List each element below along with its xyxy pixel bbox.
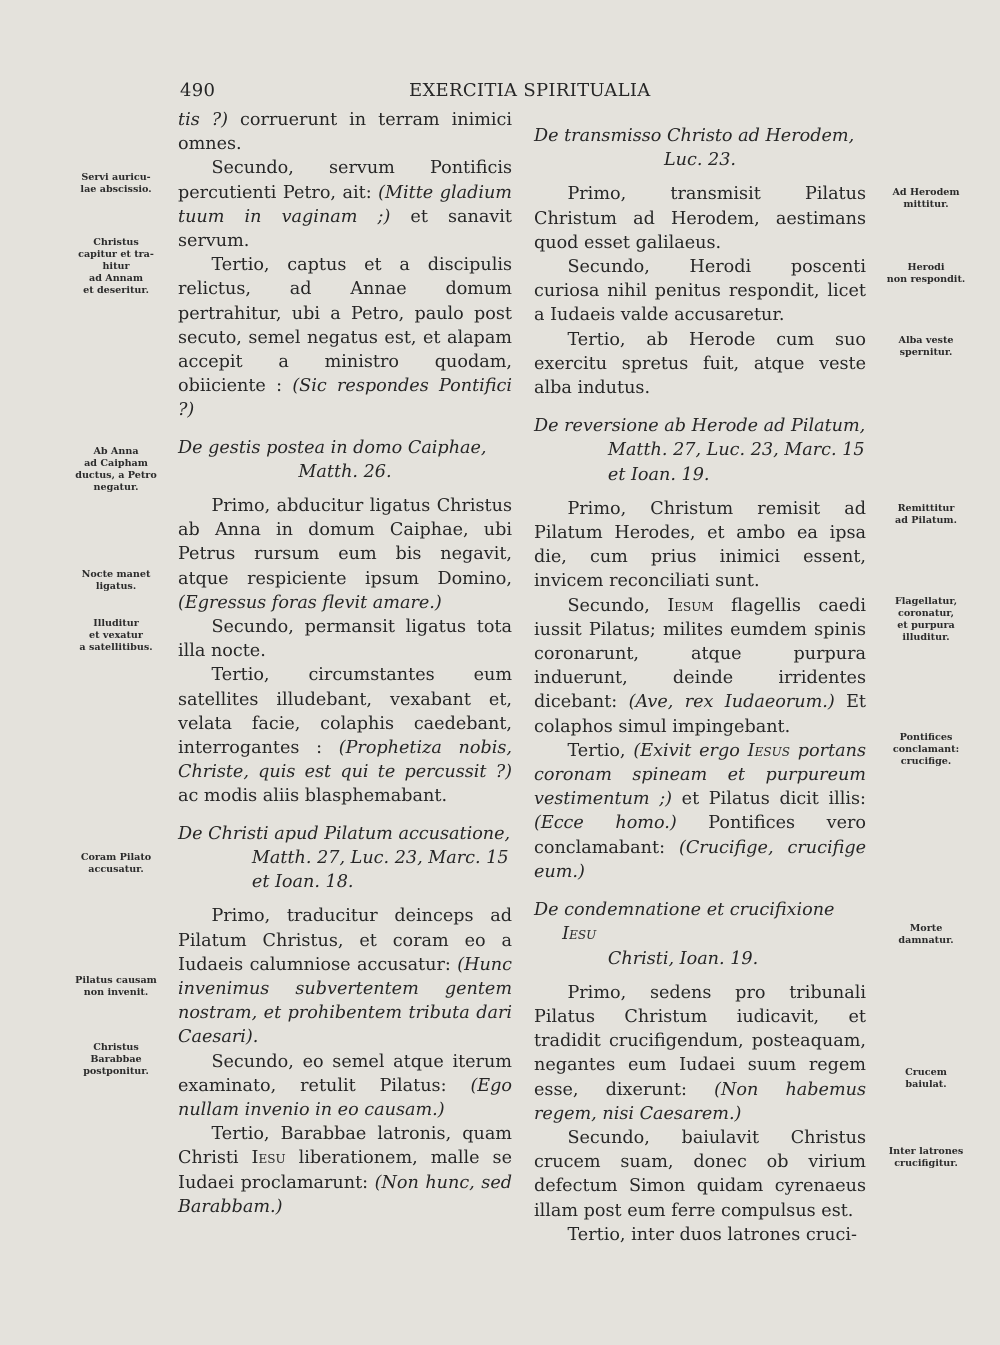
margin-note-right: Inter latrones crucifigitur. — [888, 1146, 964, 1169]
margin-note-left: Christus capitur et tra- hitur ad Annam et deseritur. — [78, 237, 154, 296]
text: Secundo, eo semel atque iterum examinato, retulit Pilatus: — [178, 1051, 512, 1096]
text: Primo, sedens pro tribunali Pilatus Christum iudicavit, et tradidit crucifigendum, posteaquam, negantes eum Iudaei suum regem esse, dixerunt: — [534, 982, 866, 1100]
right-column — [534, 108, 866, 1247]
text: Secundo, — [567, 595, 668, 616]
paragraph: Primo, transmisit Pilatus Christum ad Herodem, aestimans quod esset galilaeus. — [534, 184, 866, 253]
margin-note-right: Remittitur ad Pilatum. — [895, 503, 957, 526]
left-column — [178, 108, 512, 1219]
section-heading — [178, 436, 512, 484]
quote: (Ave, rex Iudaeorum.) — [628, 692, 835, 713]
text: corruerunt in terram inimici omnes. — [178, 110, 512, 155]
margin-note-left: Ab Anna ad Caipham ductus, a Petro negatur. — [75, 446, 157, 493]
section-heading — [534, 414, 866, 487]
quote: (Hunc invenimus subvertentem gentem nostram, et prohibentem tributa dari Caesari). — [178, 954, 512, 1048]
text: Primo, abducitur ligatus Christus ab Anna in domum Caiphae, ubi Petrus rursum eum bis negavit, atque respiciente ipsum Domino, — [178, 496, 512, 589]
quote: tis ?) — [178, 110, 229, 130]
margin-note-right: Pontifices conclamant: crucifige. — [892, 732, 960, 767]
text: flagellis caedi iussit Pilatus; milites eumdem spinis coronarunt, atque purpura induerunt, deinde irridentes dicebant: — [534, 595, 866, 713]
text: Tertio, captus et a discipulis relictus, ad Annae domum pertrahitur, ubi a Petro, paulo post secuto, semel negatus est, et alapam accepit a ministro quodam, obiiciente : — [178, 255, 512, 397]
text: Tertio, circumstantes eum satellites illudebant, vexabant et, velata facie, colaphis caedebant, interrogantes : — [178, 665, 512, 759]
section-heading — [534, 124, 866, 172]
text: Tertio, Barabbae latronis, quam Christi — [178, 1124, 512, 1169]
paragraph — [178, 904, 512, 1049]
margin-note-right: Herodi non respondit. — [886, 262, 966, 285]
section-heading — [534, 898, 866, 971]
margin-note-right: Alba veste spernitur. — [898, 335, 954, 358]
text: ac modis aliis blasphemabant. — [178, 786, 448, 807]
heading-reference: Matth. 27, Luc. 23, Marc. 15 et Ioan. 18. — [251, 847, 509, 893]
small-caps-name: Iesu — [251, 1148, 286, 1169]
quote: (Sic respondes Pontifici ?) — [178, 376, 512, 421]
text: liberationem, malle se Iudaei proclamarunt: — [178, 1148, 512, 1193]
text: Tertio, — [567, 740, 634, 761]
paragraph: Tertio, ab Herode cum suo exercitu spretus fuit, atque veste alba indutus. — [534, 329, 866, 399]
margin-note-left: Coram Pilato accusatur. — [80, 852, 152, 875]
paragraph — [178, 663, 512, 808]
quote: (Non habemus regem, nisi Caesarem.) — [534, 1079, 866, 1124]
quote: (Mitte gladium tuum in vaginam ;) — [178, 182, 512, 227]
margin-note-left: Christus Barabbae postponitur. — [83, 1042, 149, 1077]
heading-line: De condemnatione et crucifixione — [534, 900, 835, 921]
paragraph: Secundo, Herodi poscenti curiosa nihil penitus respondit, licet a Iudaeis valde accusaretur. — [534, 257, 866, 326]
margin-note-right: Flagellatur, coronatur, et purpura illuditur. — [894, 596, 958, 643]
margin-note-left: Servi auricu- lae abscissio. — [80, 172, 152, 195]
quote-part: (Exivit ergo — [633, 740, 748, 761]
paragraph — [534, 594, 866, 739]
paragraph — [178, 1122, 512, 1219]
section-heading — [178, 822, 512, 895]
margin-note-right: Crucem baiulat. — [905, 1067, 947, 1090]
text: Et colaphos simul impingebant. — [534, 692, 866, 737]
margin-note-left: Pilatus causam non invenit. — [75, 975, 157, 998]
small-caps-name: Iesu — [562, 924, 597, 945]
page-number: 490 — [180, 80, 216, 101]
paragraph: Primo, Christum remisit ad Pilatum Herodes, et ambo ea ipsa die, cum prius inimici essent, invicem reconciliati sunt. — [534, 498, 866, 592]
text: Secundo, servum Pontificis percutienti Petro, ait: — [178, 158, 512, 203]
heading-line: De transmisso Christo ad Herodem, — [534, 126, 855, 146]
margin-note-left: Nocte manet ligatus. — [81, 569, 151, 592]
paragraph: Secundo, permansit ligatus tota illa nocte. — [178, 617, 512, 662]
running-title: EXERCITIA SPIRITUALIA — [409, 80, 651, 101]
paragraph — [178, 494, 512, 615]
paragraph — [178, 156, 512, 253]
heading-reference: Christi, Ioan. 19. — [607, 948, 759, 969]
quote: (Crucifige, crucifige eum.) — [534, 837, 866, 882]
quote-part: portans coronam spineam et purpureum vestimentum ;) — [534, 740, 866, 810]
quote: (Ego nullam invenio in eo causam.) — [178, 1075, 512, 1120]
paragraph: Tertio, inter duos latrones cruci- — [567, 1224, 857, 1245]
text: et Pilatus dicit illis: — [672, 789, 866, 810]
paragraph: Secundo, baiulavit Christus crucem suam, donec ob virium defectum Simon quidam cyrenaeus illam post eum ferre compulsus est. — [534, 1127, 866, 1221]
quote: (Ecce homo.) — [534, 813, 677, 834]
small-caps-name: Iesus — [747, 740, 790, 761]
text: et sanavit servum. — [178, 206, 512, 252]
margin-note-right: Ad Herodem mittitur. — [892, 187, 960, 210]
heading-reference: Luc. 23. — [663, 150, 737, 171]
margin-note-left: Illuditur et vexatur a satellitibus. — [79, 618, 153, 653]
paragraph — [178, 1050, 512, 1123]
heading-line: De reversione ab Herode ad Pilatum, — [534, 416, 866, 437]
heading-reference: Matth. 27, Luc. 23, Marc. 15 et Ioan. 19. — [607, 440, 865, 485]
margin-note-right: Morte damnatur. — [898, 923, 954, 946]
heading-line: De gestis postea in domo Caiphae, — [178, 437, 487, 458]
text: Primo, traducitur deinceps ad Pilatum Christus, et coram eo a Iudaeis calumniose accusatur: — [178, 906, 512, 975]
paragraph — [178, 108, 512, 156]
paragraph — [178, 253, 512, 422]
heading-line: De Christi apud Pilatum accusatione, — [178, 823, 511, 844]
small-caps-name: Iesum — [667, 595, 714, 616]
heading-reference: Matth. 26. — [298, 461, 392, 482]
quote: (Egressus foras flevit amare.) — [178, 592, 442, 613]
paragraph — [534, 739, 866, 884]
paragraph — [534, 981, 866, 1126]
quote: (Prophetiza nobis, Christe, quis est qui te percussit ?) — [178, 738, 512, 783]
text: Pontifices vero conclamabant: — [534, 813, 866, 858]
quote: (Non hunc, sed Barabbam.) — [178, 1172, 512, 1217]
